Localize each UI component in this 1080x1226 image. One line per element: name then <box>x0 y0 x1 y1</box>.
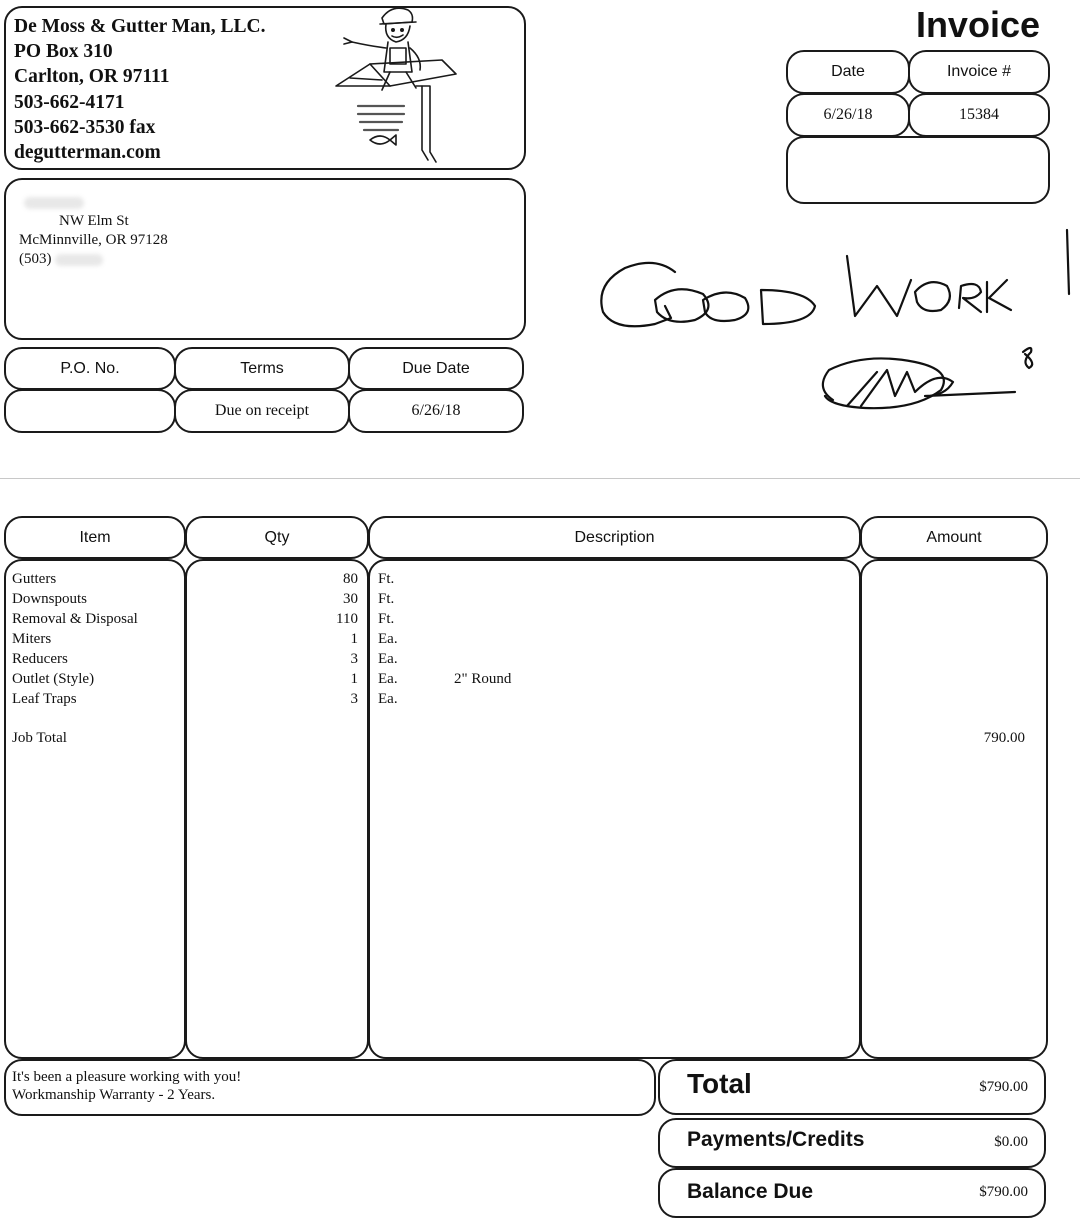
footer-message <box>12 1068 241 1104</box>
table-row-item: Miters <box>12 631 52 647</box>
job-total-amount: 790.00 <box>983 730 1025 746</box>
invoice-extra-box <box>786 136 1050 204</box>
balance-due-label: Balance Due <box>687 1180 814 1203</box>
invoice-number-label: Invoice # <box>908 50 1050 94</box>
payments-value: $0.00 <box>994 1134 1028 1150</box>
table-row-unit: Ea. <box>378 631 398 647</box>
table-row-qty: 3 <box>350 651 358 667</box>
job-total-label: Job Total <box>12 730 67 746</box>
redacted-name <box>24 194 84 212</box>
table-row-item: Downspouts <box>12 591 88 607</box>
table-row-item: Outlet (Style) <box>12 671 95 687</box>
table-row-unit: Ft. <box>378 571 395 587</box>
column-header-qty: Qty <box>185 516 369 559</box>
customer-phone-line <box>19 250 168 269</box>
column-header-amount: Amount <box>860 516 1048 559</box>
customer-phone: (503) <box>19 251 52 267</box>
table-row-qty: 3 <box>350 691 358 707</box>
company-info <box>14 14 266 165</box>
due-date-value: 6/26/18 <box>348 389 524 433</box>
total-label: Total <box>687 1068 752 1099</box>
po-number-value <box>4 389 176 433</box>
section-divider <box>0 478 1080 479</box>
unit-list <box>378 569 438 709</box>
customer-street: NW Elm St <box>59 213 129 229</box>
table-row-item: Leaf Traps <box>12 691 77 707</box>
payments-label: Payments/Credits <box>687 1128 865 1151</box>
invoice-number-value: 15384 <box>908 93 1050 137</box>
balance-due-value: $790.00 <box>979 1184 1028 1200</box>
amount-column <box>860 559 1048 1059</box>
table-row-unit: Ea. <box>378 691 398 707</box>
handwritten-note-icon <box>585 220 1080 425</box>
table-row-item: Removal & Disposal <box>12 611 138 627</box>
invoice-title: Invoice <box>915 4 1040 45</box>
table-row-qty: 1 <box>350 671 358 687</box>
footer-message-line1: It's been a pleasure working with you! <box>12 1069 242 1085</box>
table-row-item: Reducers <box>12 651 68 667</box>
table-row-item: Gutters <box>12 571 57 587</box>
table-row-qty: 80 <box>343 571 358 587</box>
terms-label: Terms <box>174 347 350 390</box>
terms-value: Due on receipt <box>174 389 350 433</box>
table-row-unit: Ea. <box>378 671 398 687</box>
qty-list <box>190 569 358 709</box>
description-column <box>368 559 861 1059</box>
table-row-qty: 1 <box>350 631 358 647</box>
table-row-qty: 110 <box>336 611 358 627</box>
company-address-line2: Carlton, OR 97111 <box>14 66 170 88</box>
column-header-item: Item <box>4 516 186 559</box>
item-list <box>12 569 182 709</box>
invoice-date-value: 6/26/18 <box>786 93 910 137</box>
company-name: De Moss & Gutter Man, LLC. <box>14 16 266 37</box>
footer-message-line2: Workmanship Warranty - 2 Years. <box>12 1087 216 1103</box>
company-fax: 503-662-3530 fax <box>14 116 156 138</box>
total-value: $790.00 <box>979 1079 1028 1095</box>
company-address-line1: PO Box 310 <box>14 41 113 63</box>
po-number-label: P.O. No. <box>4 347 176 390</box>
company-phone: 503-662-4171 <box>14 91 125 113</box>
table-row-unit: Ft. <box>378 611 395 627</box>
column-header-description: Description <box>368 516 861 559</box>
company-website: degutterman.com <box>14 142 161 164</box>
table-row-unit: Ea. <box>378 651 398 667</box>
table-row-qty: 30 <box>343 591 358 607</box>
table-row-detail: 2" Round <box>454 671 512 687</box>
redacted-phone <box>55 254 103 266</box>
table-row-unit: Ft. <box>378 591 395 607</box>
customer-address <box>19 212 168 269</box>
due-date-label: Due Date <box>348 347 524 390</box>
customer-city: McMinnville, OR 97128 <box>19 232 168 248</box>
date-label: Date <box>786 50 910 94</box>
gutterman-cartoon-logo-icon <box>330 2 460 168</box>
